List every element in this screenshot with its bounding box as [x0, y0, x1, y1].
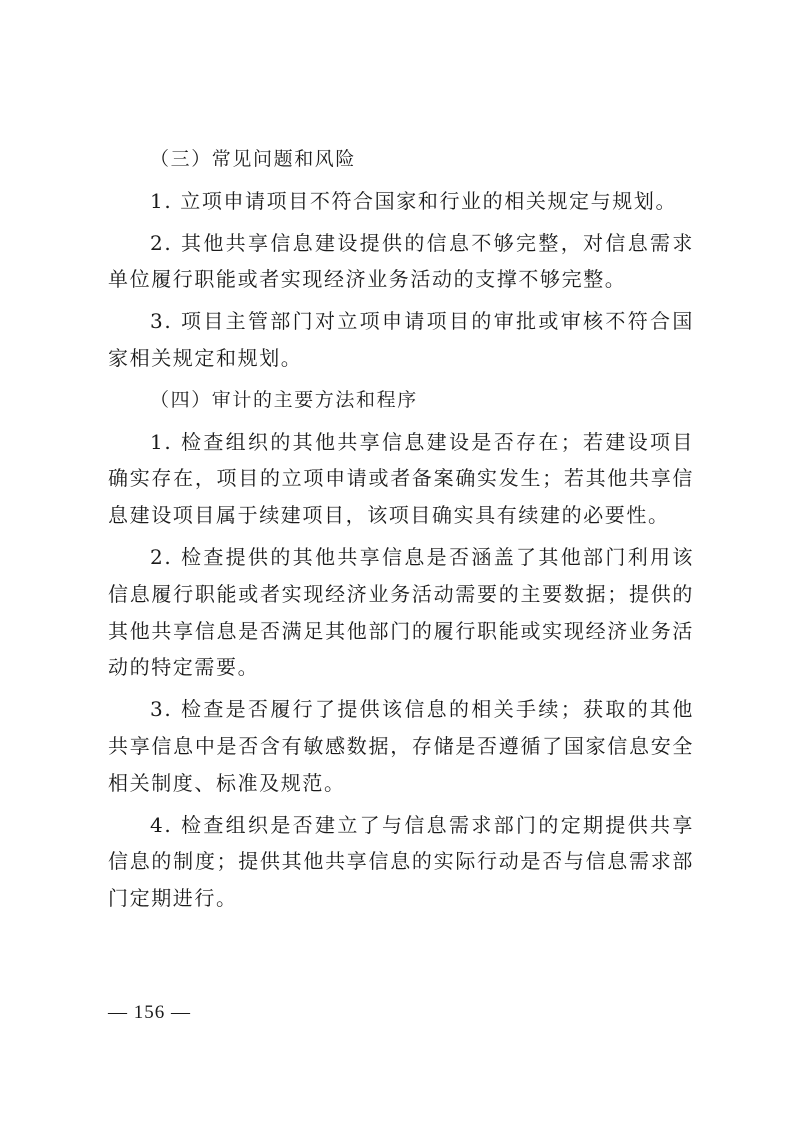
- page-number: — 156 —: [108, 1002, 191, 1023]
- section-heading: （三）常见问题和风险: [150, 148, 357, 170]
- section-common-problems: [108, 141, 694, 377]
- paragraph: 4. 检查组织是否建立了与信息需求部门的定期提供共享信息的制度；提供其他共享信息的实际行动是否与信息需求部门定期进行。: [108, 812, 694, 911]
- paragraph: 3. 项目主管部门对立项申请项目的审批或审核不符合国家相关规定和规划。: [108, 309, 694, 370]
- paragraph: 1. 检查组织的其他共享信息建设是否存在；若建设项目确实存在，项目的立项申请或者备案确实发生；若其他共享信息建设项目属于续建项目，该项目确实具有续建的必要性。: [108, 429, 694, 528]
- section-heading: （四）审计的主要方法和程序: [150, 388, 418, 411]
- document-body: [108, 141, 694, 922]
- paragraph: 1. 立项申请项目不符合国家和行业的相关规定与规划。: [150, 188, 678, 213]
- section-audit-methods: [108, 382, 694, 917]
- paragraph: 3. 检查是否履行了提供该信息的相关手续；获取的其他共享信息中是否含有敏感数据，存储是否遵循了国家信息安全相关制度、标准及规范。: [108, 697, 694, 795]
- paragraph: 2. 其他共享信息建设提供的信息不够完整，对信息需求单位履行职能或者实现经济业务活动的支撑不够完整。: [108, 230, 694, 292]
- paragraph: 2. 检查提供的其他共享信息是否涵盖了其他部门利用该信息履行职能或者实现经济业务活动需要的主要数据；提供的其他共享信息是否满足其他部门的履行职能或实现经济业务活动的特定需要。: [108, 544, 694, 680]
